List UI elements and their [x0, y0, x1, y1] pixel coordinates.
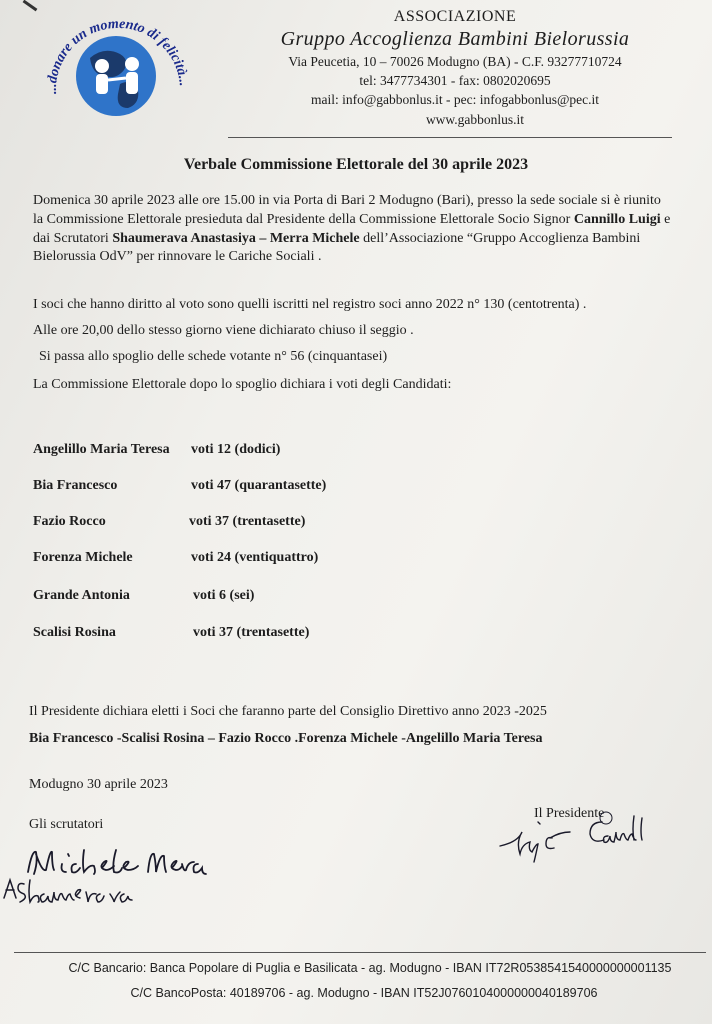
- association-logo: [28, 6, 208, 124]
- declares-paragraph: La Commissione Elettorale dopo lo spoglio dichiara i voti degli Candidati:: [33, 377, 452, 392]
- candidate-row: [33, 588, 255, 604]
- child-figure-icon: [125, 57, 139, 71]
- candidate-name: Scalisi Rosina: [33, 625, 116, 640]
- candidate-row: [33, 550, 319, 566]
- scrutineers-label: Gli scrutatori: [29, 817, 104, 832]
- candidate-votes: voti 37 (trentasette): [189, 514, 306, 529]
- closing-paragraph: Alle ore 20,00 dello stesso giorno viene dichiarato chiuso il seggio .: [33, 323, 414, 338]
- bank-account-line: C/C Bancario: Banca Popolare di Puglia e Basilicata - ag. Modugno - IBAN IT72R0538541540000000001135: [68, 961, 672, 975]
- phone-line: tel: 3477734301 - fax: 0802020695: [359, 73, 551, 88]
- candidate-name: Grande Antonia: [33, 588, 130, 603]
- intro-text-1: Domenica 30 aprile 2023 alle ore 15.00 in via Porta di Bari 2 Modugno (Bari), presso la sede sociale si è riunito la Commissione Elettorale presieduta dal Presidente della Commissione Elettorale Socio Signor: [33, 193, 661, 227]
- place-date: Modugno 30 aprile 2023: [29, 777, 168, 792]
- elected-list: Bia Francesco -Scalisi Rosina – Fazio Rocco .Forenza Michele -Angelillo Maria Teresa: [29, 731, 543, 746]
- candidate-name: Bia Francesco: [33, 478, 118, 493]
- intro-text-2: e dai Scrutatori: [33, 211, 671, 246]
- candidate-row: [33, 625, 310, 641]
- president-label: Il Presidente: [534, 806, 605, 821]
- candidate-row: [33, 514, 306, 530]
- candidate-name: Angelillo Maria Teresa: [33, 442, 170, 457]
- candidate-name: Forenza Michele: [33, 550, 133, 565]
- document-title: Verbale Commissione Elettorale del 30 aprile 2023: [183, 156, 529, 173]
- letterhead: [230, 8, 680, 128]
- intro-paragraph: [33, 192, 673, 267]
- signature-president: [494, 808, 664, 864]
- child-figure-icon: [95, 59, 109, 73]
- logo-motto: ...donare un momento di felicità...: [44, 16, 192, 95]
- scrutineer-names: Shaumerava Anastasiya – Merra Michele: [112, 230, 360, 246]
- address-line: Via Peucetia, 10 – 70026 Modugno (BA) - C.F. 93277710724: [288, 54, 622, 69]
- candidate-votes: voti 6 (sei): [193, 588, 255, 603]
- email-line: mail: info@gabbonlus.it - pec: infogabbonlus@pec.it: [310, 92, 600, 107]
- president-declaration: Il Presidente dichiara eletti i Soci che faranno parte del Consiglio Direttivo anno 2023 -2025: [29, 704, 547, 719]
- header-divider: [228, 137, 672, 138]
- footer-divider: [14, 952, 706, 953]
- website-link[interactable]: www.gabbonlus.it: [425, 112, 525, 127]
- intro-text-3: dell’Associazione “Gruppo Accoglienza Bambini Bielorussia OdV” per rinnovare le Cariche Sociali .: [33, 230, 641, 265]
- candidate-row: [33, 478, 327, 494]
- ballots-paragraph: Si passa allo spoglio delle schede votante n° 56 (cinquantasei): [39, 349, 388, 364]
- association-name: Gruppo Accoglienza Bambini Bielorussia: [280, 28, 630, 50]
- president-name: Cannillo Luigi: [573, 211, 661, 227]
- signature-shaumerava: [0, 872, 140, 906]
- voters-paragraph: I soci che hanno diritto al voto sono quelli iscritti nel registro soci anno 2022 n° 130 (centotrenta) .: [33, 297, 587, 312]
- candidate-votes: voti 12 (dodici): [191, 442, 281, 457]
- candidate-name: Fazio Rocco: [33, 514, 106, 529]
- postal-account-line: C/C BancoPosta: 40189706 - ag. Modugno - IBAN IT52J0760104000000040189706: [130, 986, 598, 1000]
- candidate-votes: voti 47 (quarantasette): [191, 478, 327, 493]
- candidate-votes: voti 24 (ventiquattro): [191, 550, 319, 565]
- candidate-votes: voti 37 (trentasette): [193, 625, 310, 640]
- association-label: ASSOCIAZIONE: [393, 8, 517, 25]
- candidate-row: [33, 442, 281, 458]
